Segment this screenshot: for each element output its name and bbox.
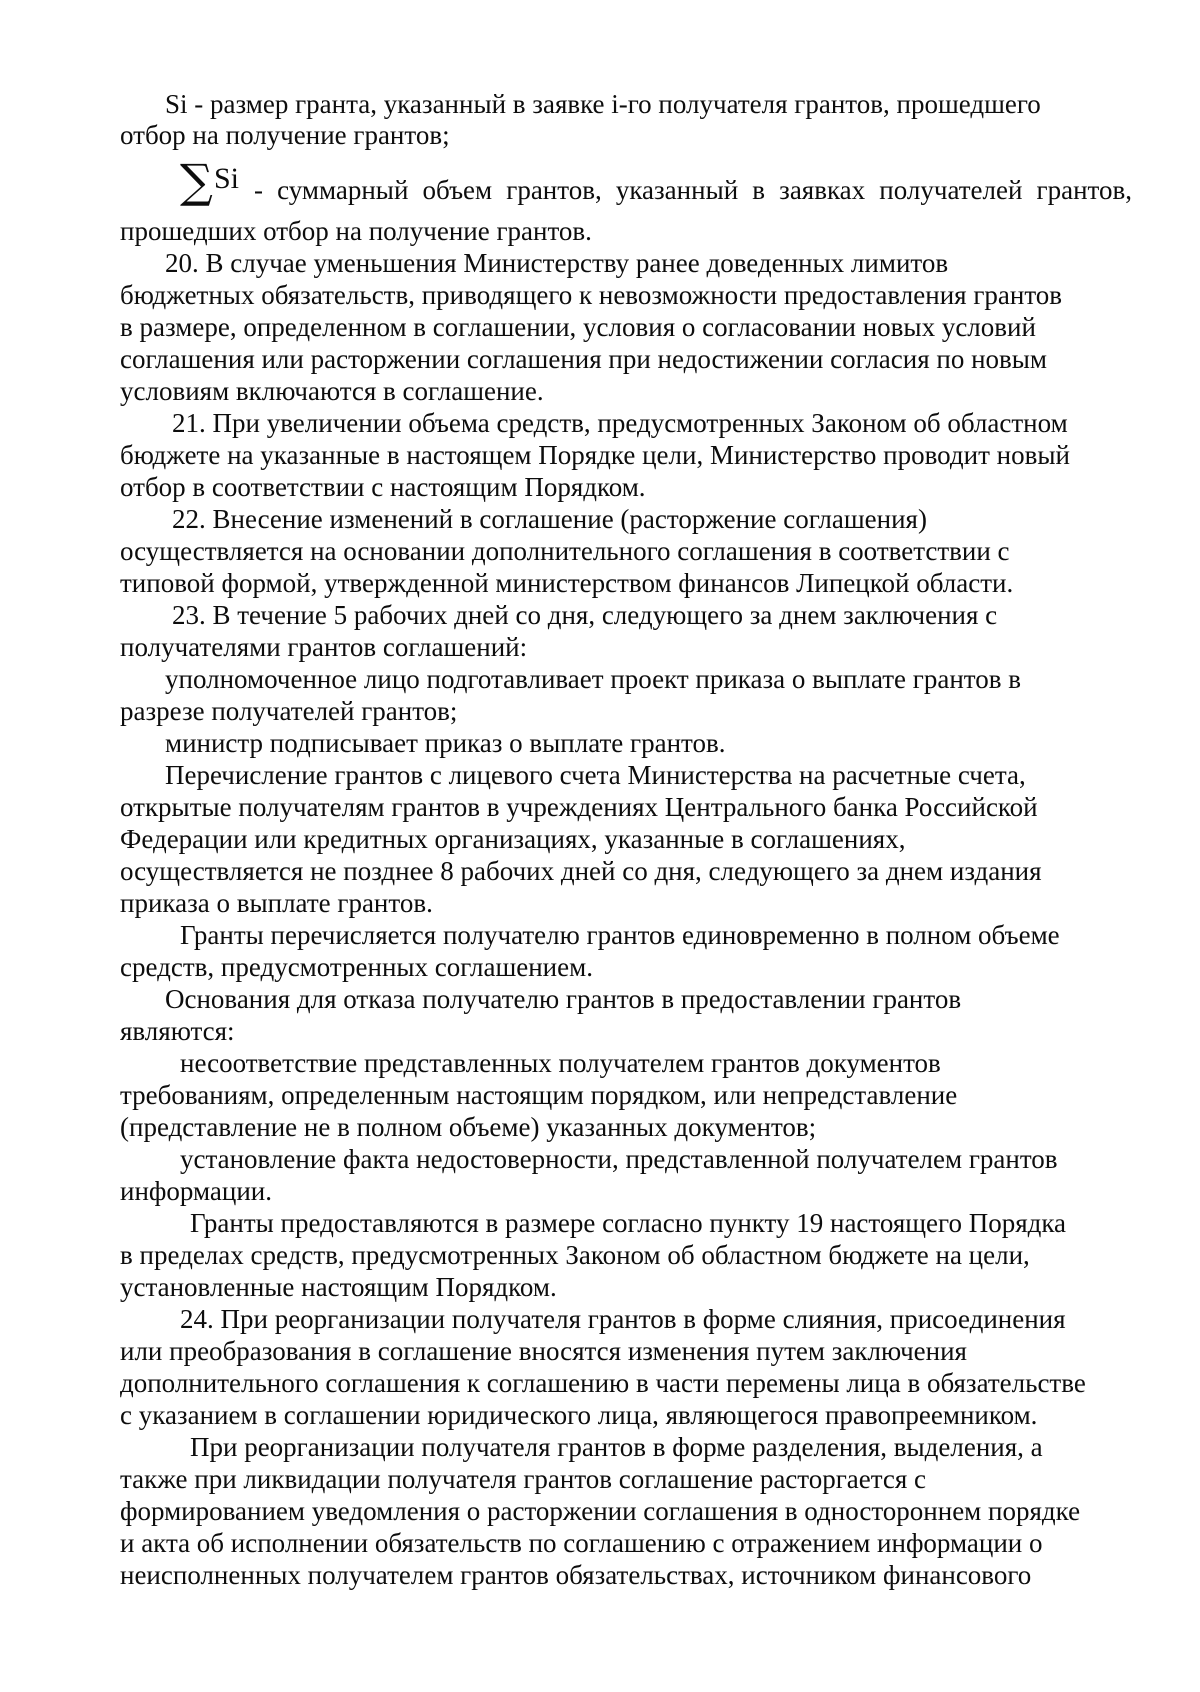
text-line: прошедших отбор на получение грантов.	[120, 216, 592, 246]
text-line: и акта об исполнении обязательств по соглашению с отражением информации о	[120, 1528, 1043, 1558]
text-line: министр подписывает приказ о выплате грантов.	[165, 728, 726, 758]
text-line: открытые получателям грантов в учреждениях Центрального банка Российской	[120, 792, 1038, 822]
text-line: формированием уведомления о расторжении соглашения в одностороннем порядке	[120, 1496, 1081, 1526]
text-line: или преобразования в соглашение вносятся изменения путем заключения	[120, 1336, 967, 1366]
sum-symbol: ∑	[180, 154, 213, 208]
text-line: уполномоченное лицо подготавливает проект приказа о выплате грантов в	[165, 664, 1021, 694]
text-line: отбор в соответствии с настоящим Порядком.	[120, 472, 646, 502]
text-line: 22. Внесение изменений в соглашение (расторжение соглашения)	[172, 504, 927, 534]
text-line: Федерации или кредитных организациях, указанные в соглашениях,	[120, 824, 906, 854]
text-line: средств, предусмотренных соглашением.	[120, 952, 593, 982]
text-line: бюджете на указанные в настоящем Порядке цели, Министерство проводит новый	[120, 440, 1070, 470]
text-line: соглашения или расторжении соглашения при недостижении согласия по новым	[120, 344, 1048, 374]
text-line: условиям включаются в соглашение.	[120, 376, 544, 406]
text-line: (представление не в полном объеме) указанных документов;	[120, 1112, 817, 1142]
text-line: - суммарный объем грантов, указанный в заявках получателей грантов,	[254, 175, 1132, 205]
text-line: с указанием в соглашении юридического лица, являющегося правопреемником.	[120, 1400, 1038, 1430]
text-line: осуществляется не позднее 8 рабочих дней со дня, следующего за днем издания	[120, 856, 1042, 886]
text-line: установленные настоящим Порядком.	[120, 1272, 557, 1302]
text-line: являются:	[120, 1016, 235, 1046]
text-line: Гранты предоставляются в размере согласно пункту 19 настоящего Порядка	[190, 1208, 1067, 1238]
text-line: в размере, определенном в соглашении, условия о согласовании новых условий	[120, 312, 1036, 342]
text-line: 24. При реорганизации получателя грантов в форме слияния, присоединения	[180, 1304, 1066, 1334]
text-line: отбор на получение грантов;	[120, 120, 450, 150]
text-line: Гранты перечисляется получателю грантов единовременно в полном объеме	[180, 920, 1060, 950]
text-line: неисполненных получателем грантов обязательствах, источником финансового	[120, 1560, 1032, 1590]
sum-variable: Si	[214, 162, 240, 195]
text-line: Si - размер гранта, указанный в заявке i-го получателя грантов, прошедшего	[165, 89, 1041, 119]
text-line: Основания для отказа получателю грантов в предоставлении грантов	[165, 984, 962, 1014]
text-line: приказа о выплате грантов.	[120, 888, 433, 918]
text-line: осуществляется на основании дополнительного соглашения в соответствии с	[120, 536, 1010, 566]
text-line: 23. В течение 5 рабочих дней со дня, следующего за днем заключения с	[172, 600, 998, 630]
text-line: в пределах средств, предусмотренных Законом об областном бюджете на цели,	[120, 1240, 1030, 1270]
text-line: дополнительного соглашения к соглашению в части перемены лица в обязательстве	[120, 1368, 1086, 1398]
text-line: информации.	[120, 1176, 272, 1206]
text-line: 21. При увеличении объема средств, предусмотренных Законом об областном	[172, 408, 1068, 438]
sum-formula-line	[180, 154, 1132, 212]
text-line: требованиям, определенным настоящим порядком, или непредставление	[120, 1080, 958, 1110]
text-line: 20. В случае уменьшения Министерству ранее доведенных лимитов	[165, 248, 949, 278]
text-line: несоответствие представленных получателем грантов документов	[180, 1048, 941, 1078]
text-line: установление факта недостоверности, представленной получателем грантов	[180, 1144, 1058, 1174]
text-line: Перечисление грантов с лицевого счета Министерства на расчетные счета,	[165, 760, 1026, 790]
text-line: разрезе получателей грантов;	[120, 696, 458, 726]
text-line: получателями грантов соглашений:	[120, 632, 528, 662]
text-line: бюджетных обязательств, приводящего к невозможности предоставления грантов	[120, 280, 1063, 310]
text-line: также при ликвидации получателя грантов соглашение расторгается с	[120, 1464, 927, 1494]
text-line: типовой формой, утвержденной министерством финансов Липецкой области.	[120, 568, 1014, 598]
text-line: При реорганизации получателя грантов в форме разделения, выделения, а	[190, 1432, 1043, 1462]
